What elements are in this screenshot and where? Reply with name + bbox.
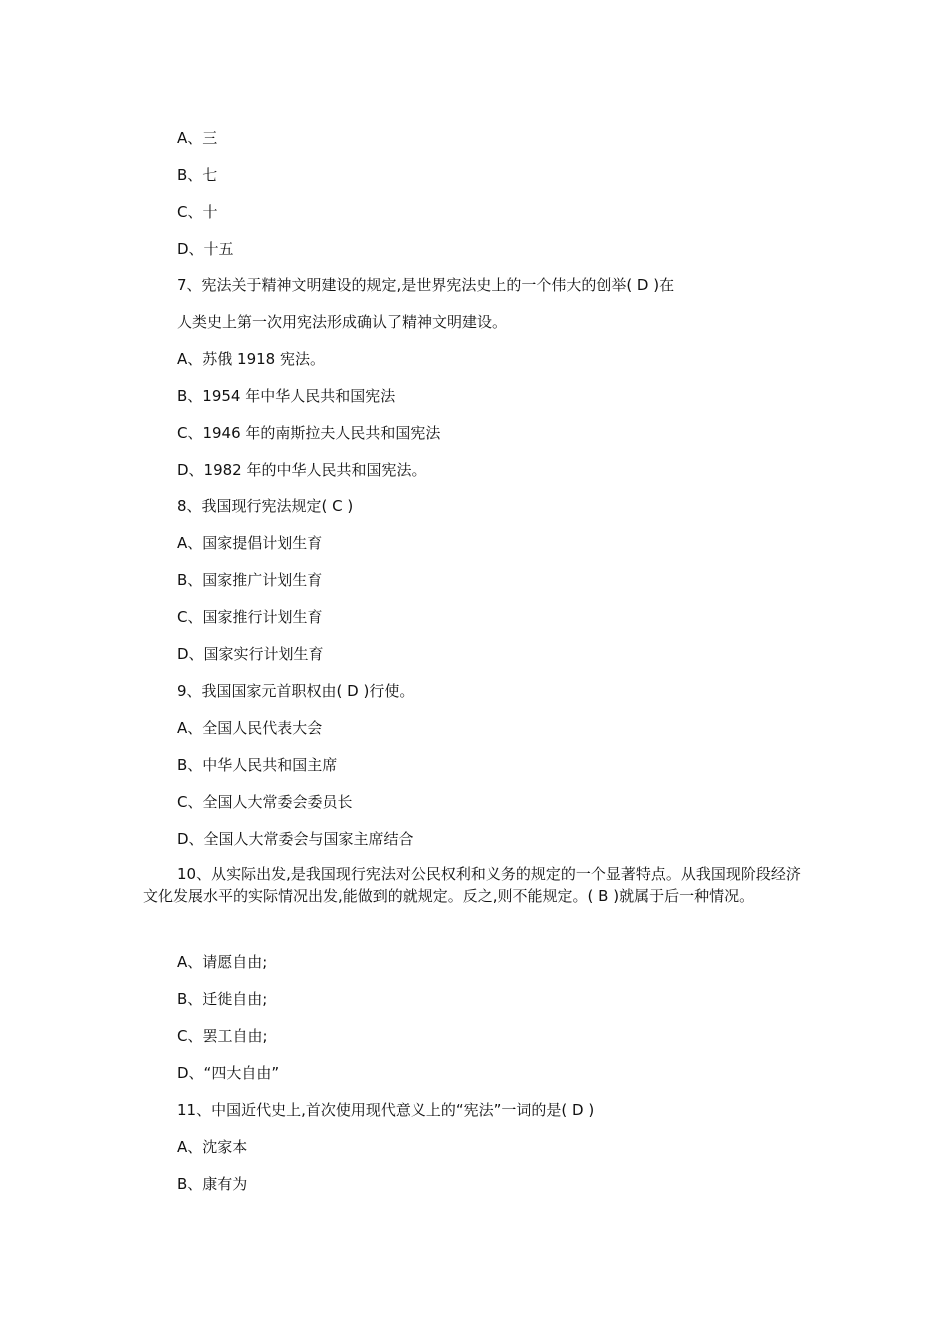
q7-option-b: B、1954 年中华人民共和国宪法: [177, 387, 396, 405]
q7-option-c: C、1946 年的南斯拉夫人民共和国宪法: [177, 424, 441, 442]
q7-option-d: D、1982 年的中华人民共和国宪法。: [177, 461, 427, 479]
q8-option-b: B、国家推广计划生育: [177, 571, 323, 589]
q8-option-d: D、国家实行计划生育: [177, 645, 324, 663]
q10-option-b: B、迁徙自由;: [177, 990, 268, 1008]
q7-stem-line1: 7、宪法关于精神文明建设的规定,是世界宪法史上的一个伟大的创举( D )在: [177, 276, 675, 294]
q6-option-a: A、三: [177, 129, 218, 147]
q10-option-c: C、罢工自由;: [177, 1027, 268, 1045]
q10-option-a: A、请愿自由;: [177, 953, 268, 971]
q10-option-d: D、“四大自由”: [177, 1064, 280, 1082]
q7-stem-line2: 人类史上第一次用宪法形成确认了精神文明建设。: [177, 313, 508, 331]
q6-option-c: C、十: [177, 203, 218, 221]
q6-option-b: B、七: [177, 166, 218, 184]
q9-option-b: B、中华人民共和国主席: [177, 756, 338, 774]
q8-option-c: C、国家推行计划生育: [177, 608, 323, 626]
q6-option-d: D、十五: [177, 240, 234, 258]
q10-stem: 10、从实际出发,是我国现行宪法对公民权利和义务的规定的一个显著特点。从我国现阶段经济文化发展水平的实际情况出发,能做到的就规定。反之,则不能规定。( B )就属于后一种情况。: [143, 865, 801, 905]
q8-option-a: A、国家提倡计划生育: [177, 534, 323, 552]
q8-stem: 8、我国现行宪法规定( C ): [177, 497, 354, 515]
q11-option-b: B、康有为: [177, 1175, 248, 1193]
q11-stem: 11、中国近代史上,首次使用现代意义上的“宪法”一词的是( D ): [177, 1101, 595, 1119]
q9-stem: 9、我国国家元首职权由( D )行使。: [177, 682, 415, 700]
q9-option-c: C、全国人大常委会委员长: [177, 793, 353, 811]
q7-option-a: A、苏俄 1918 宪法。: [177, 350, 325, 368]
q9-option-a: A、全国人民代表大会: [177, 719, 323, 737]
q9-option-d: D、全国人大常委会与国家主席结合: [177, 830, 414, 848]
q11-option-a: A、沈家本: [177, 1138, 248, 1156]
